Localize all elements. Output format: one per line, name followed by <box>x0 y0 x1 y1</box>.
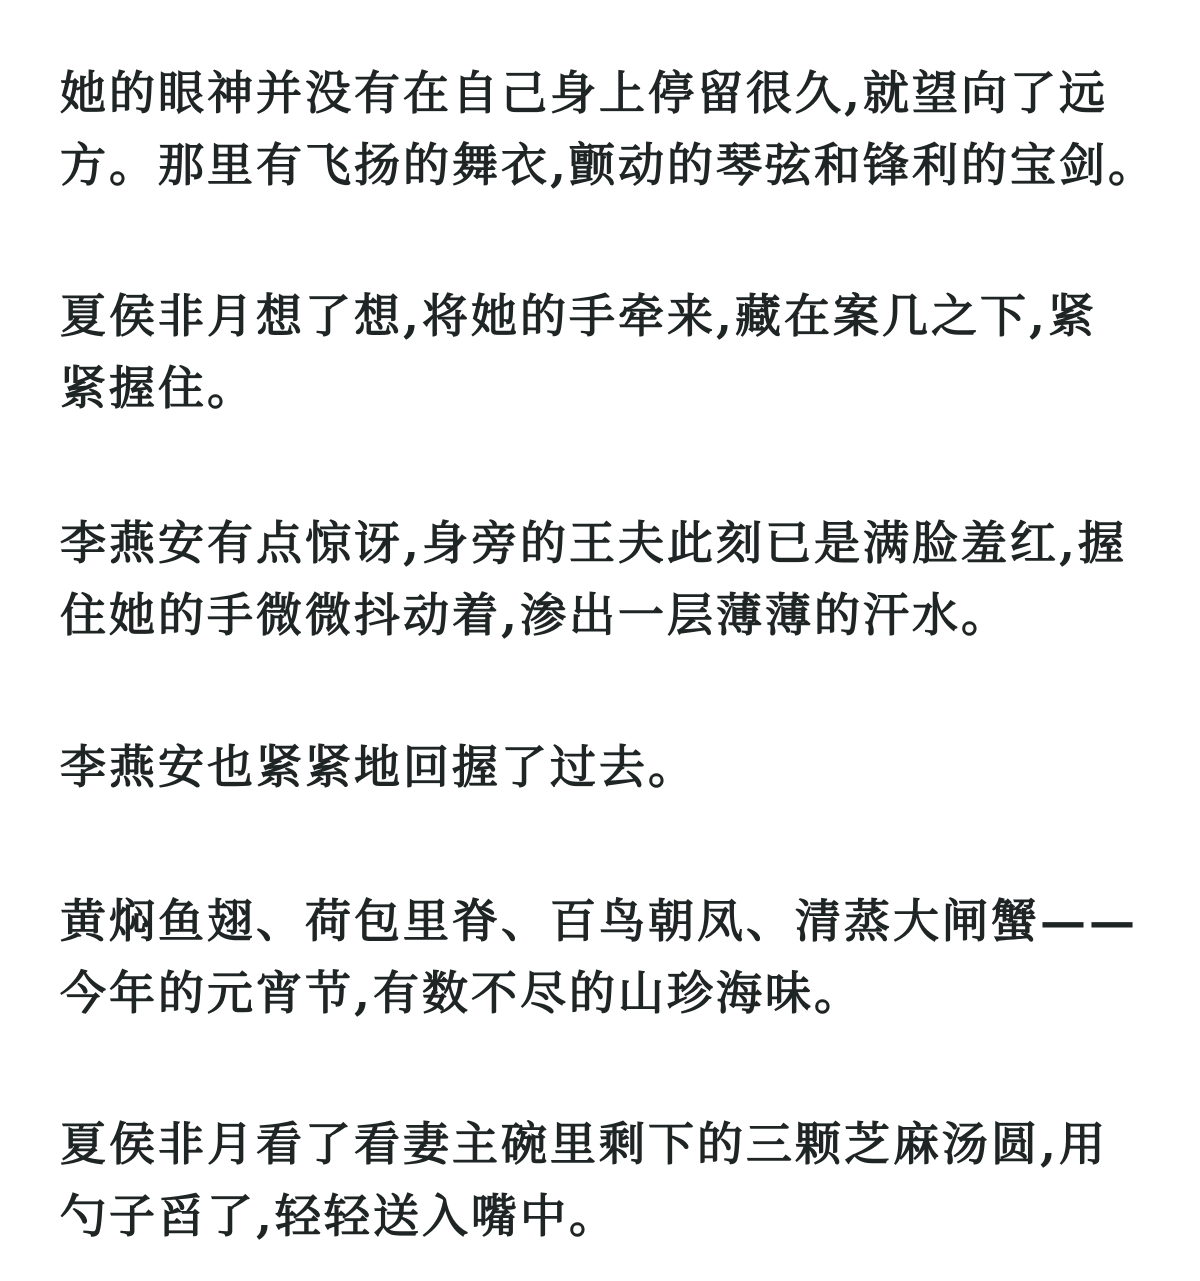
paragraph-line: 紧握住。 <box>60 361 256 415</box>
paragraph-3 <box>60 507 1150 651</box>
paragraph-line: 她的眼神并没有在自己身上停留很久,就望向了远 <box>60 66 1109 120</box>
paragraph-2 <box>60 280 1150 424</box>
paragraph-line: 夏侯非月想了想,将她的手牵来,藏在案几之下,紧 <box>60 289 1098 343</box>
paragraph-line: 勺子舀了,轻轻送入嘴中。 <box>60 1189 619 1243</box>
paragraph-4 <box>60 731 1150 803</box>
paragraph-5 <box>60 885 1150 1029</box>
paragraph-line: 方。那里有飞扬的舞衣,颤动的琴弦和锋利的宝剑。 <box>60 138 1158 192</box>
paragraph-line: 黄焖鱼翅、荷包里脊、百鸟朝凤、清蒸大闸蟹—— <box>60 894 1138 948</box>
paragraph-line: 李燕安有点惊讶,身旁的王夫此刻已是满脸羞红,握 <box>60 516 1128 570</box>
paragraph-line: 住她的手微微抖动着,渗出一层薄薄的汗水。 <box>60 588 1011 642</box>
paragraph-line: 李燕安也紧紧地回握了过去。 <box>60 740 697 794</box>
paragraph-6 <box>60 1108 1150 1252</box>
paragraph-line: 夏侯非月看了看妻主碗里剩下的三颗芝麻汤圆,用 <box>60 1117 1109 1171</box>
paragraph-1 <box>60 57 1158 201</box>
paragraph-line: 今年的元宵节,有数不尽的山珍海味。 <box>60 966 864 1020</box>
